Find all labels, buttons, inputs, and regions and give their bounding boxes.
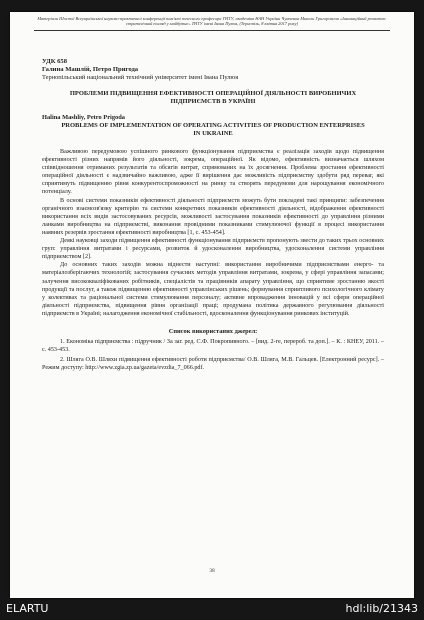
- body-paragraph: Важливою передумовою успішного ринкового функціонування підприємства є реалізація заходів щодо підвищення ефективності різних напрямів його діяльності, зокрема, операційної. Як відомо, ефективність визначається шляхом співвідношення отриманих результатів та обсягів витрат, спрямованих на їх досягнення. Проблема зростання ефективності операційної діяльності є надзвичайно важливою, адже її вирішення дає можливість підприємству здобути ряд переваг, які сприятимуть підвищенню рівня конкурентоспроможності на ринку та створять передумови для нарощування економічного потенціалу.: [42, 149, 384, 196]
- title-ua: ПРОБЛЕМИ ПІДВИЩЕННЯ ЕФЕКТИВНОСТІ ОПЕРАЦІЙНОЇ ДІЯЛЬНОСТІ ВИРОБНИЧИХ ПІДПРИЄМСТВ В УКРАЇНІ: [69, 90, 357, 105]
- reference-item: 1. Економіка підприємства : підручник / За заг. ред. С.Ф. Покропивного. – [вид. 2-ге, перероб. та доп.]. – К. : КНЕУ, 2011. –с. 453-453.: [42, 338, 384, 354]
- reference-item: 2. Шляга О.В. Шляхи підвищення ефективності роботи підприємства/ О.В. Шляга, М.В. Гальцев. [Електронний ресурс]. – Режим доступу: http://www.zgia.zp.ua/gazeta/evzdia_7_066.pdf.: [42, 357, 384, 372]
- body-paragraph: В основі системи показників ефективності діяльності підприємств можуть бути покладені такі принципи: забезпечення органічного взаємозв'язку критерію та системи конкретних показників ефективності діяльності, відображення ефективності використання всіх видів застосовуваних ресурсів, можливості застосування показників ефективності до управління різними ланками виробництва на підприємстві, виконання провідними показниками стимулюючої функції в процесі використання наявних резервів зростання ефективності виробництва [1, с. 453-454].: [42, 197, 384, 236]
- conference-header: Матеріали Шостої Всеукраїнської науково-практичної конференції пам'яті почесного професора ТНТУ, академіка НАН України Чумченка Миколи Григоровича «Інноваційний розвиток: стратегічний погляд у майбутнє» ТНТУ імені Івана Пулюя, (Тернопіль, 8 квітня 2017 року): [37, 16, 387, 27]
- title-en: PROBLEMS OF IMPLEMENTATION OF OPERATING ACTIVITIES OF PRODUCTION ENTERPRISES IN UKRAINE: [61, 122, 365, 137]
- references-heading: Список використаних джерел:: [168, 327, 258, 335]
- page-number: 38: [209, 568, 215, 574]
- body-paragraph: Деякі науковці заходи підвищення ефективності функціонування підприємств пропонують звести до таких трьох основних груп: управління витратами і ресурсами, розвиток й удосконалення виробництва, удосконалення системи управління підприємством [2].: [42, 238, 384, 261]
- footer-bar: [0, 598, 424, 620]
- article-body: [42, 58, 384, 372]
- document-page: [10, 12, 414, 598]
- affiliation: Тернопільський національний технічний університет імені Івана Пулюя: [42, 74, 239, 81]
- udk-code: УДК 658: [42, 58, 68, 65]
- repository-name: ELARTU: [6, 602, 49, 615]
- authors-ua: Галина Машлій, Петро Пригода: [42, 66, 139, 73]
- body-paragraph: До основних таких заходів можна віднести наступні: використання виробничими підприємствами енерго- та матеріалозберігаючих технологій; застосування сучасних методів управління витратами, зокрема, у сфері управління запасами; залучення висококваліфікованих робітників, спеціалістів та працівників апарату управління, що сприятиме зростанню якості продукції та послуг, а також підвищенню ефективності управлінських рішень; формування сприятливого психологічного клімату у колективах та раціональної системи стимулювання персоналу; активне впровадження інновацій у всі сфери операційної діяльності підприємства, підвищення рівня організації праці; продумана політика державного регулювання діяльності підприємств в Україні; налагодження економічної стабільності, вдосконалення функціонування ринкових інституцій.: [42, 262, 384, 317]
- header-rule: [34, 30, 390, 31]
- handle-id: hdl:lib/21343: [345, 602, 418, 615]
- authors-en: Halina Mashliy, Petro Prigoda: [42, 114, 125, 121]
